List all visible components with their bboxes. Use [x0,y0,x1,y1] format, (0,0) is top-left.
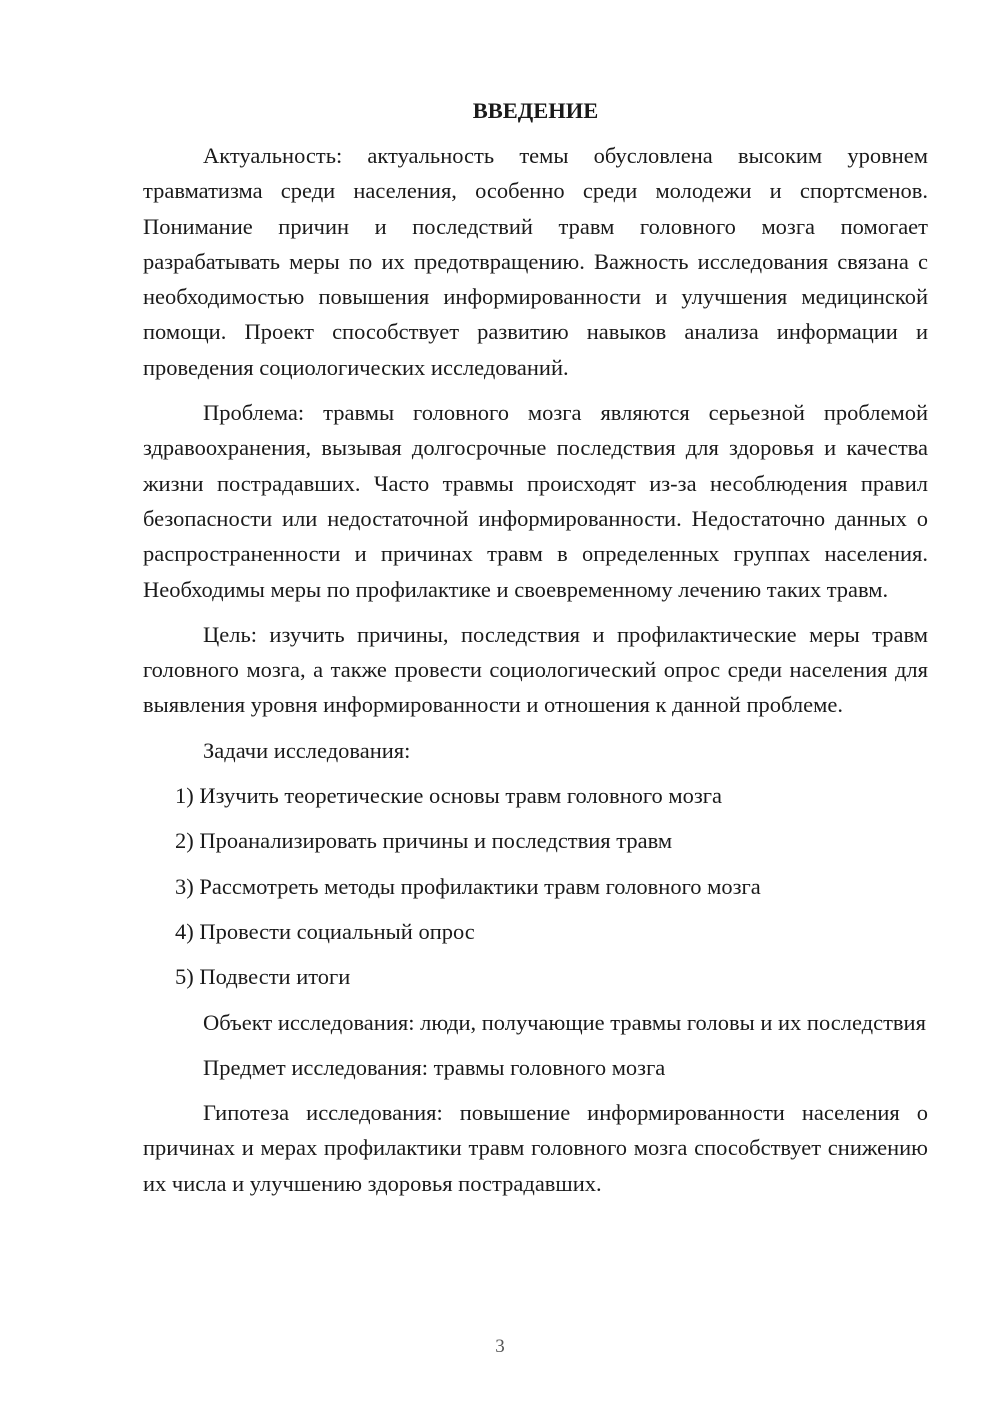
paragraph-object: Объект исследования: люди, получающие травмы головы и их последствия [203,1009,926,1035]
paragraph-subject: Предмет исследования: травмы головного мозга [203,1054,666,1080]
tasks-list [143,778,928,994]
list-item: 5) Подвести итоги [175,964,351,990]
paragraph-relevance: Актуальность: актуальность темы обусловлена высоким уровнем травматизма среди населения, особенно среди молодежи и спортсменов. Понимание причин и последствий травм головного мозга помогает разрабатывать меры по их предотвращению. Важность исследования связана с необходимостью повышения информированности и улучшения медицинской помощи. Проект способствует развитию навыков анализа информации и проведения социологических исследований. [143,143,928,380]
list-item: 1) Изучить теоретические основы травм головного мозга [175,783,723,809]
paragraph-goal: Цель: изучить причины, последствия и профилактические меры травм головного мозга, а также провести социологический опрос среди населения для выявления уровня информированности и отношения к данной проблеме. [143,621,928,718]
tasks-heading: Задачи исследования: [203,737,411,763]
section-title: ВВЕДЕНИЕ [472,98,599,123]
paragraph-problem: Проблема: травмы головного мозга являются серьезной проблемой здравоохранения, вызывая долгосрочные последствия для здоровья и качества жизни пострадавших. Часто травмы происходят из-за несоблюдения правил безопасности или недостаточной информированности. Недостаточно данных о распространенности и причинах травм в определенных группах населения. Необходимы меры по профилактике и своевременному лечению таких травм. [143,400,928,602]
page-content [143,93,928,1211]
paragraph-hypothesis: Гипотеза исследования: повышение информированности населения о причинах и мерах профилактики травм головного мозга способствует снижению их числа и улучшению здоровья пострадавших. [143,1100,928,1196]
list-item: 2) Проанализировать причины и последствия травм [175,828,673,854]
list-item: 4) Провести социальный опрос [175,918,475,944]
list-item: 3) Рассмотреть методы профилактики травм головного мозга [175,873,761,899]
page-number: 3 [495,1336,505,1357]
